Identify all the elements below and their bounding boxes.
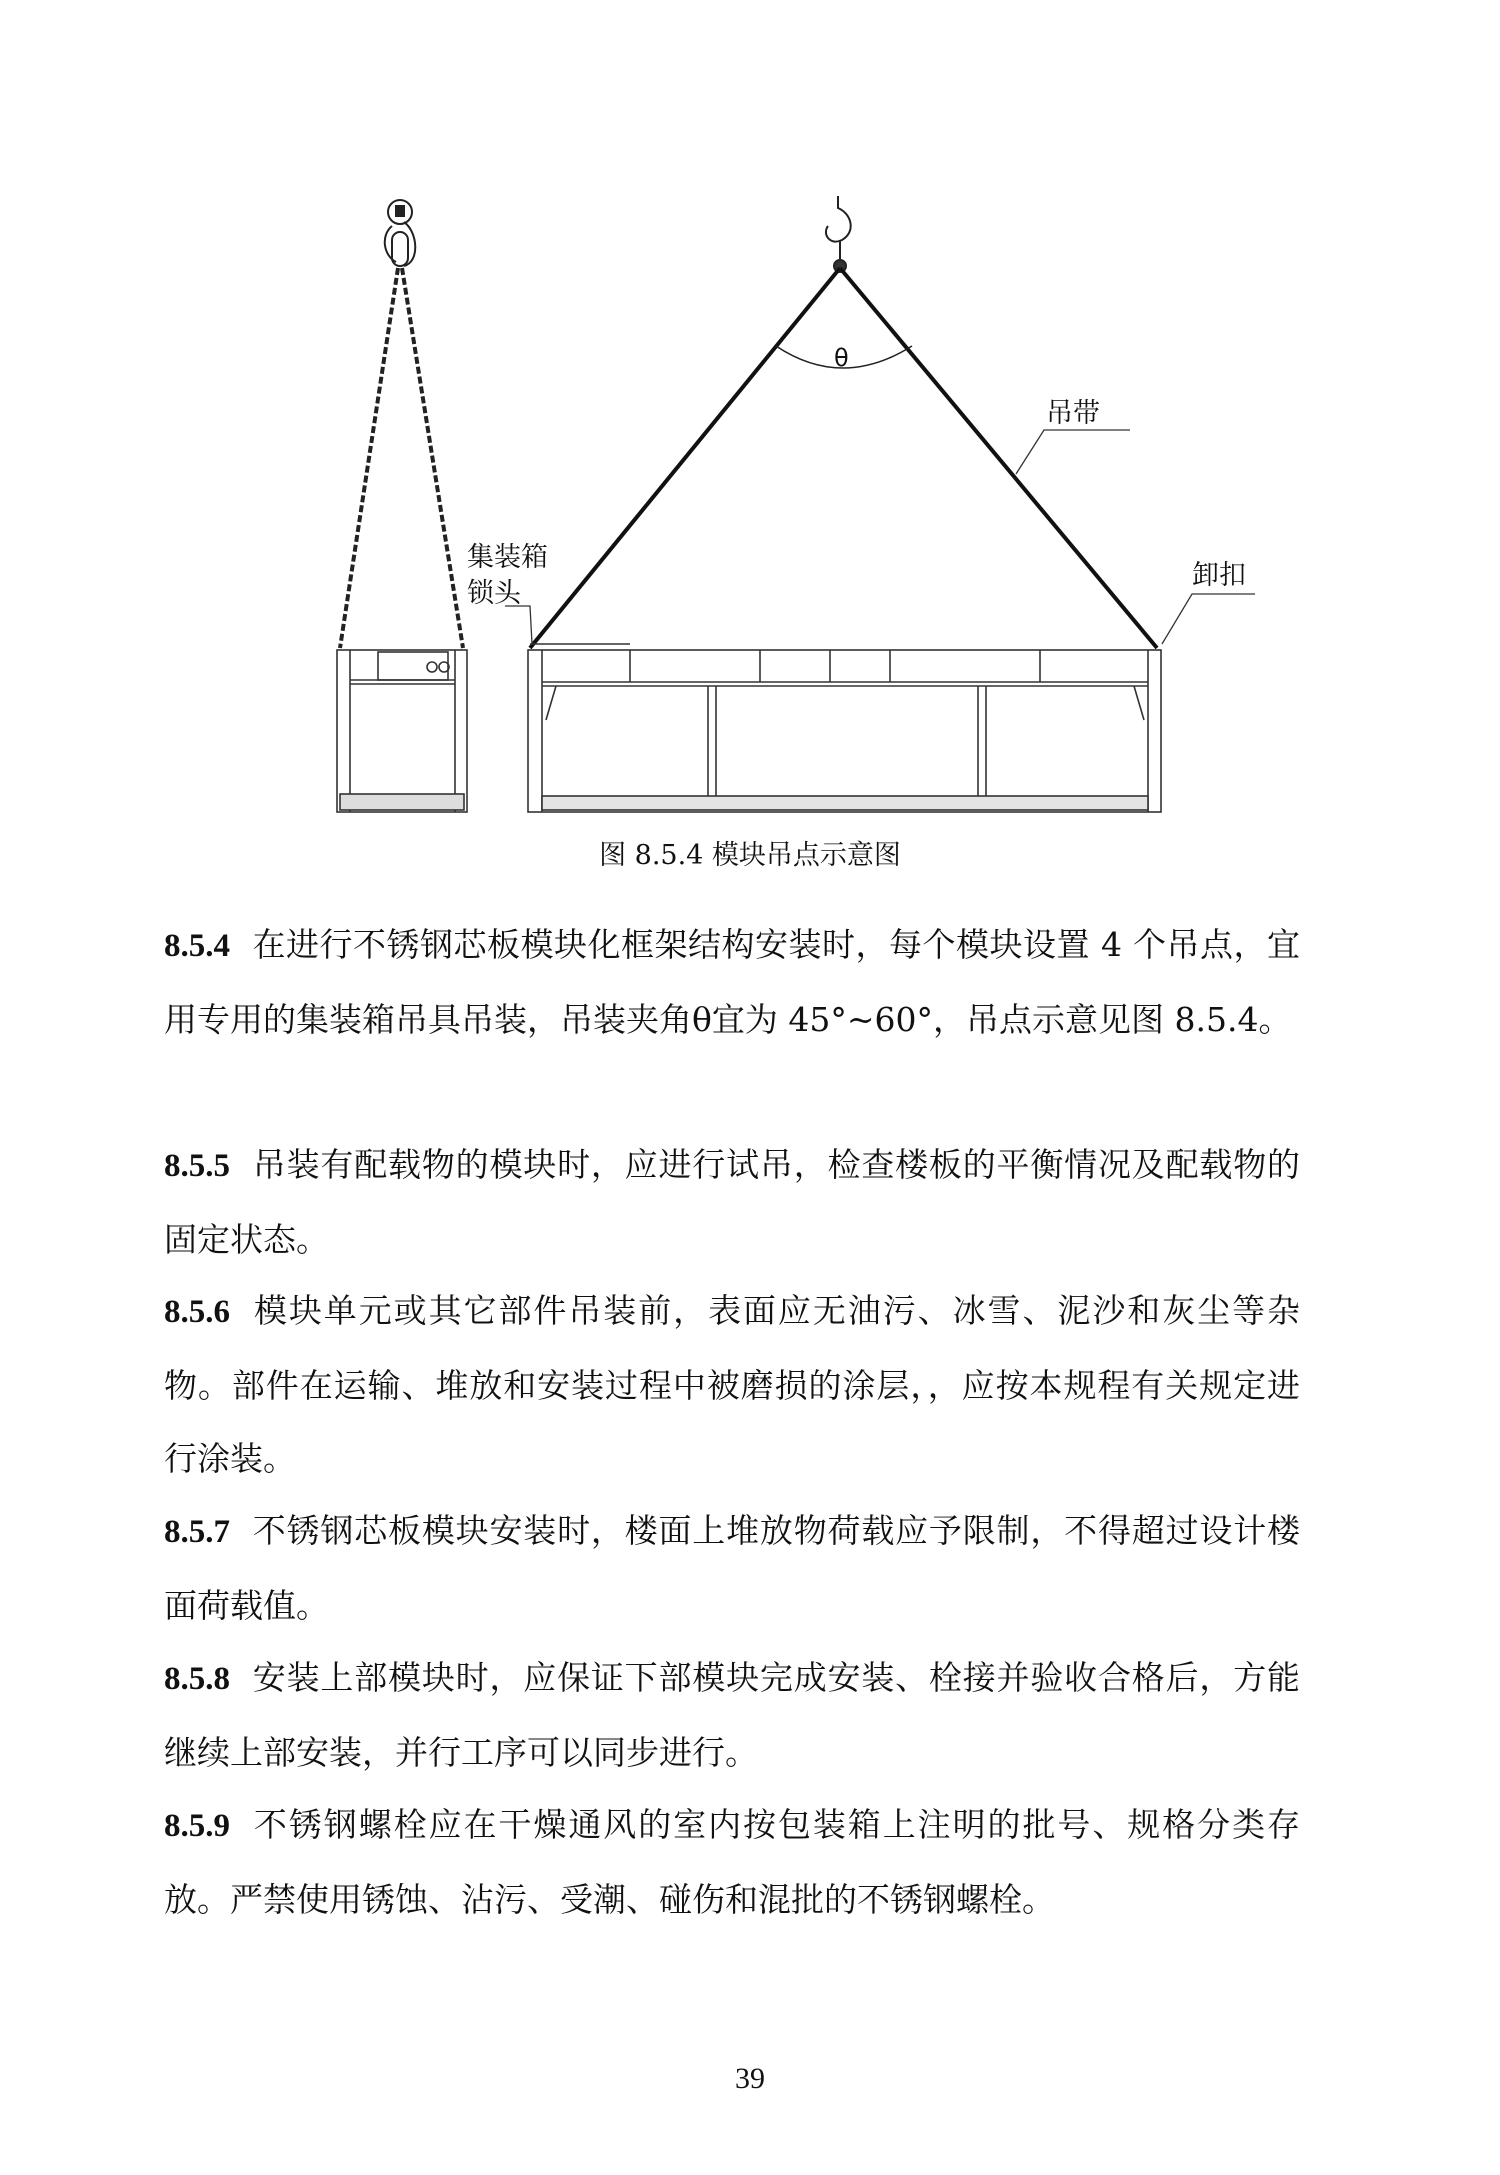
figure-caption: 图 8.5.4 模块吊点示意图: [599, 840, 901, 871]
container-lock-label-line2: 锁头: [467, 578, 521, 609]
sling-label: 吊带: [1046, 398, 1100, 429]
clause-8-5-5: [164, 1128, 1300, 1276]
container-lock-label-line1: 集装箱: [467, 542, 548, 573]
clause-number: 8.5.5: [164, 1148, 230, 1184]
clause-text: 不锈钢芯板模块安装时，楼面上堆放物荷载应予限制，不得超过设计楼面荷载值。: [164, 1511, 1300, 1625]
page-number: 39: [735, 2062, 765, 2095]
sling: [530, 268, 1157, 648]
theta-label: θ: [834, 344, 849, 372]
leader-lines: [505, 430, 1255, 644]
clause-8-5-8: [164, 1641, 1300, 1789]
shackle-label: 卸扣: [1192, 560, 1246, 591]
clause-text: 吊装有配载物的模块时，应进行试吊，检查楼板的平衡情况及配载物的固定状态。: [164, 1145, 1300, 1259]
clause-text: 安装上部模块时，应保证下部模块完成安装、栓接并验收合格后，方能继续上部安装，并行工序可以同步进行。: [164, 1658, 1300, 1772]
clause-number: 8.5.8: [164, 1661, 230, 1697]
lifting-point-figure: [0, 0, 1500, 840]
clause-number: 8.5.9: [164, 1808, 230, 1844]
left-hook-icon: [385, 200, 416, 266]
clause-text: 不锈钢螺栓应在干燥通风的室内按包装箱上注明的批号、规格分类存放。严禁使用锈蚀、沾污、受潮、碰伤和混批的不锈钢螺栓。: [164, 1805, 1300, 1919]
clause-8-5-6: [164, 1274, 1300, 1495]
right-frame: [528, 644, 1161, 812]
clause-8-5-9: [164, 1788, 1300, 1936]
left-chain: [340, 268, 463, 648]
right-hook-icon: [826, 196, 851, 272]
clause-number: 8.5.6: [164, 1294, 230, 1330]
clause-8-5-4: [164, 908, 1300, 1056]
clause-8-5-7: [164, 1494, 1300, 1642]
clause-text: 模块单元或其它部件吊装前，表面应无油污、冰雪、泥沙和灰尘等杂物。部件在运输、堆放和安装过程中被磨损的涂层，，应按本规程有关规定进行涂装。: [164, 1291, 1300, 1478]
clause-number: 8.5.7: [164, 1514, 230, 1550]
clause-number: 8.5.4: [164, 928, 230, 964]
clause-text: 在进行不锈钢芯板模块化框架结构安装时，每个模块设置 4 个吊点，宜用专用的集装箱吊具吊装，吊装夹角θ宜为 45°~60°，吊点示意见图 8.5.4。: [164, 925, 1300, 1039]
left-frame: [337, 650, 467, 812]
lifting-diagram: [0, 0, 1500, 840]
